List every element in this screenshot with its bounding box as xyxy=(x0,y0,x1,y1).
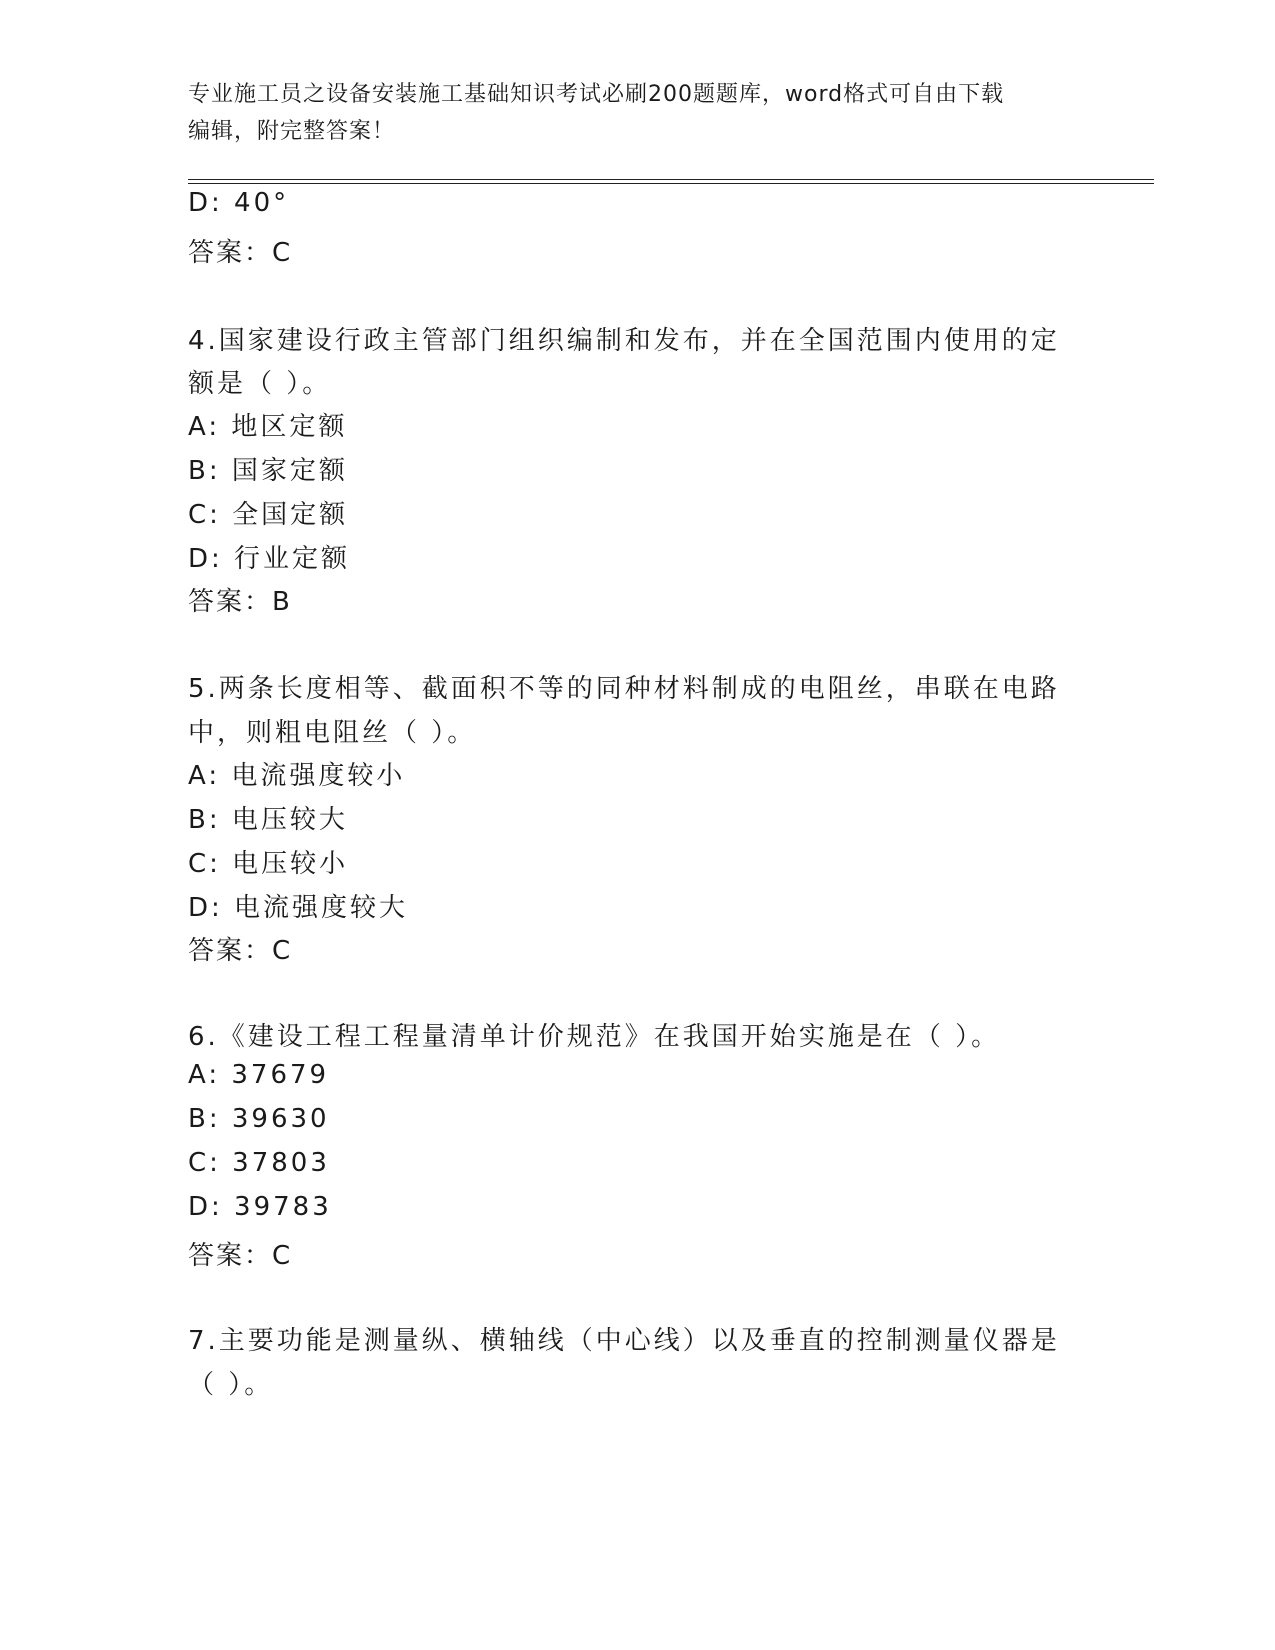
q4-option-d: D: 行业定额 xyxy=(188,544,351,574)
header-divider-top xyxy=(188,179,1154,180)
q5-stem-line-1: 5.两条长度相等、截面积不等的同种材料制成的电阻丝，串联在电路 xyxy=(188,674,1060,704)
q5-stem-line-2: 中，则粗电阻丝（ ）。 xyxy=(188,718,477,748)
q4-option-b: B: 国家定额 xyxy=(188,456,348,486)
q5-answer: 答案：C xyxy=(188,936,293,966)
q5-option-d: D: 电流强度较大 xyxy=(188,893,409,923)
document-header xyxy=(188,76,1088,150)
q3-answer: 答案：C xyxy=(188,238,293,268)
q6-option-d: D: 39783 xyxy=(188,1192,332,1222)
q4-answer: 答案：B xyxy=(188,587,292,617)
q4-stem-line-2: 额是（ ）。 xyxy=(188,369,332,399)
q4-option-c: C: 全国定额 xyxy=(188,500,349,530)
header-divider-bottom xyxy=(188,183,1154,184)
q5-option-b: B: 电压较大 xyxy=(188,805,348,835)
q6-option-a: A: 37679 xyxy=(188,1060,330,1090)
header-line-1: 专业施工员之设备安装施工基础知识考试必刷200题题库，word格式可自由下载 xyxy=(188,82,1005,107)
q7-stem-line-2: （ ）。 xyxy=(188,1370,274,1400)
q4-option-a: A: 地区定额 xyxy=(188,412,348,442)
q3-option-d: D: 40° xyxy=(188,188,290,218)
q6-stem-line-1: 6.《建设工程工程量清单计价规范》在我国开始实施是在（ ）。 xyxy=(188,1022,1001,1052)
q6-option-c: C: 37803 xyxy=(188,1148,330,1178)
q5-option-c: C: 电压较小 xyxy=(188,849,349,879)
q6-answer: 答案：C xyxy=(188,1241,293,1271)
header-line-2: 编辑，附完整答案！ xyxy=(188,119,396,144)
q6-option-b: B: 39630 xyxy=(188,1104,330,1134)
q4-stem-line-1: 4.国家建设行政主管部门组织编制和发布，并在全国范围内使用的定 xyxy=(188,326,1060,356)
q7-stem-line-1: 7.主要功能是测量纵、横轴线（中心线）以及垂直的控制测量仪器是 xyxy=(188,1326,1060,1356)
q5-option-a: A: 电流强度较小 xyxy=(188,761,406,791)
